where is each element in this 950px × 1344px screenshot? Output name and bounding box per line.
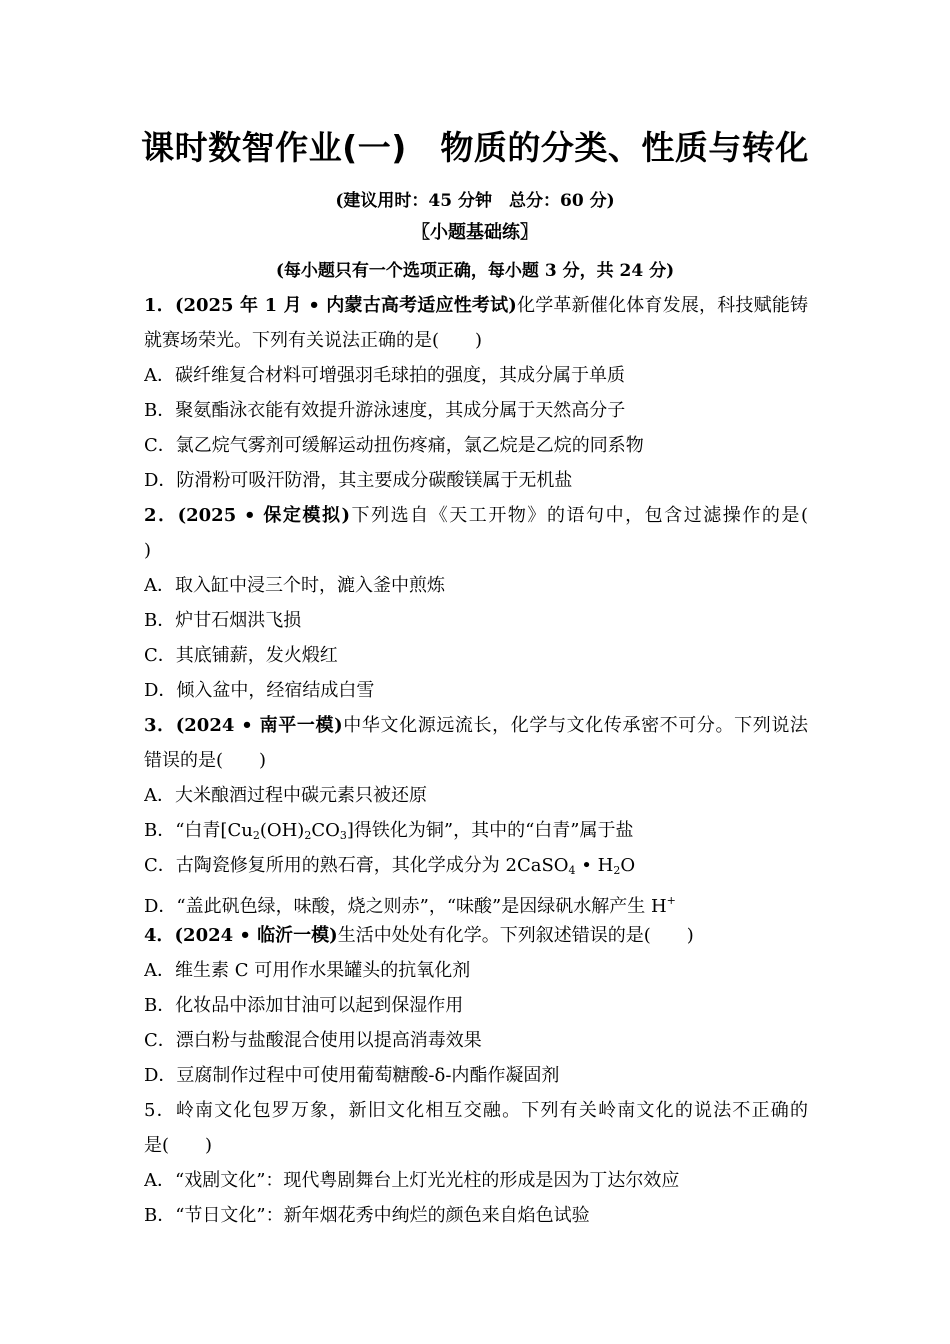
question-5-option-b: B．“节日文化”：新年烟花秀中绚烂的颜色来自焰色试验 xyxy=(144,1205,590,1226)
question-1-stem-line-1: 1．(2025 年 1 月 • 内蒙古高考适应性考试)化学革新催化体育发展，科技赋能铸 xyxy=(144,295,808,316)
question-5-option-a: A．“戏剧文化”：现代粤剧舞台上灯光光柱的形成是因为丁达尔效应 xyxy=(144,1170,680,1191)
section-heading: 〖小题基础练〗 xyxy=(412,222,538,243)
question-1-option-a: A．碳纤维复合材料可增强羽毛球拍的强度，其成分属于单质 xyxy=(144,365,625,386)
question-1-option-c: C．氯乙烷气雾剂可缓解运动扭伤疼痛，氯乙烷是乙烷的同系物 xyxy=(144,435,644,456)
question-4-stem-line-1: 4．(2024 • 临沂一模)生活中处处有化学。下列叙述错误的是( ) xyxy=(144,925,694,946)
question-3-option-b: B．“白青$[Cu_2(OH)_2CO_3]$得铁化为铜”，其中的“白青”属于盐 xyxy=(144,820,634,842)
question-source: (2024 • 南平一模) xyxy=(175,715,343,736)
question-2-option-b: B．炉甘石烟洪飞损 xyxy=(144,610,302,631)
question-5-stem-line-2: 是( ) xyxy=(144,1135,213,1156)
question-source: (2025 年 1 月 • 内蒙古高考适应性考试) xyxy=(174,295,517,316)
question-3-option-d: D．“盖此矾色绿，味酸，烧之则赤”，“味酸”是因绿矾水解产生 H+ xyxy=(144,894,676,917)
question-3-option-c: C．古陶瓷修复所用的熟石膏，其化学成分为 2CaSO$_4$ • $H_2O$ xyxy=(144,855,636,877)
question-5-stem-line-1: 5．岭南文化包罗万象，新旧文化相互交融。下列有关岭南文化的说法不正确的 xyxy=(144,1100,808,1121)
question-1-option-d: D．防滑粉可吸汗防滑，其主要成分碳酸镁属于无机盐 xyxy=(144,470,573,491)
page-title: 课时数智作业(一) 物质的分类、性质与转化 xyxy=(141,128,809,167)
question-list xyxy=(144,288,808,1233)
question-3-option-a: A．大米酿酒过程中碳元素只被还原 xyxy=(144,785,427,806)
question-4-option-c: C．漂白粉与盐酸混合使用以提高消毒效果 xyxy=(144,1030,482,1051)
question-2-stem-line-1: 2．(2025 • 保定模拟)下列选自《天工开物》的语句中，包含过滤操作的是( xyxy=(144,505,808,526)
question-4-option-a: A．维生素 C 可用作水果罐头的抗氧化剂 xyxy=(144,960,471,981)
question-source: (2024 • 临沂一模) xyxy=(174,925,338,946)
question-2-stem-line-2: ) xyxy=(144,540,152,561)
question-1-option-b: B．聚氨酯泳衣能有效提升游泳速度，其成分属于天然高分子 xyxy=(144,400,626,421)
time-score-note: (建议用时：45 分钟 总分：60 分) xyxy=(335,191,615,211)
question-1-stem-line-2: 就赛场荣光。下列有关说法正确的是( ) xyxy=(144,330,483,351)
question-2-option-a: A．取入缸中浸三个时，漉入釜中煎炼 xyxy=(144,575,445,596)
question-3-stem-line-2: 错误的是( ) xyxy=(144,750,267,771)
question-2-option-d: D．倾入盆中，经宿结成白雪 xyxy=(144,680,375,701)
question-4-option-d: D．豆腐制作过程中可使用葡萄糖酸-δ-内酯作凝固剂 xyxy=(144,1065,560,1086)
question-3-stem-line-1: 3．(2024 • 南平一模)中华文化源远流长，化学与文化传承密不可分。下列说法 xyxy=(144,715,808,736)
question-2-option-c: C．其底铺薪，发火煅红 xyxy=(144,645,338,666)
section-instruction: (每小题只有一个选项正确，每小题 3 分，共 24 分) xyxy=(275,261,675,281)
question-4-option-b: B．化妆品中添加甘油可以起到保湿作用 xyxy=(144,995,464,1016)
question-source: (2025 • 保定模拟) xyxy=(177,505,351,526)
